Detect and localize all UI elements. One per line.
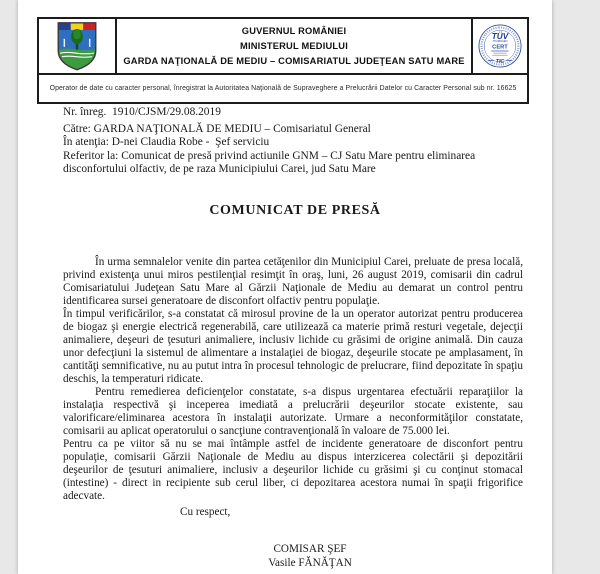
tuv-brand-text: TÜV bbox=[491, 31, 509, 41]
paragraph: În timpul verificărilor, s-a constatat că mirosul provine de la un operator autorizat pentru producerea de biogaz şi energie electrică regenerabilă, care utilizează ca materie primă resturi vegetale, dejecţii animaliere, deşeuri de ţesuturi animaliere, inclusiv lichide cu grăsimi de origine animală. Din cauza unor defecţiuni la sistemul de alimentare a instalaţiei de biogaz, deşeurile stocate pe amplasament, în cantităţi semnificative, nu au putut intra în procesul tehnologic de prelucrare, fiind depozitate în spaţiu deschis, la temperaturi ridicate. bbox=[63, 308, 523, 385]
header-table bbox=[37, 17, 529, 104]
signature-block bbox=[18, 543, 552, 570]
registration-number: Nr. înreg. 1910/CJSM/29.08.2019 bbox=[63, 106, 221, 118]
shield-icon bbox=[54, 21, 100, 71]
addressee-line: Către: GARDA NAŢIONALĂ DE MEDIU – Comisariatul General bbox=[63, 123, 371, 136]
attention-line: În atenţia: D-nei Claudia Robe - Şef serviciu bbox=[63, 136, 270, 149]
coat-of-arms-logo bbox=[39, 19, 117, 73]
tuv-cert-text: CERT bbox=[492, 44, 508, 51]
closing-salutation: Cu respect, bbox=[180, 506, 231, 518]
signer-role: COMISAR ŞEF bbox=[273, 543, 347, 555]
tuv-cert-seal bbox=[471, 19, 527, 73]
paragraph: Pentru ca pe viitor să nu se mai întâmple astfel de incidente generatoare de disconfort pentru populaţie, comisarii Gărzii Naţionale de Mediu au dispus interzicerea colectării şi depozitării deşeurilor de ţesuturi animaliere, inclusiv a deşeurilor lichide cu grăsimi şi cu conţinut stomacal (intestine) - direct in recipiente sub cerul liber, ci depozitarea acestora numai în spaţii frigorifice adecvate. bbox=[63, 438, 523, 502]
document-page bbox=[18, 0, 552, 574]
header-org-titles bbox=[117, 19, 471, 73]
paragraph: Pentru remedierea deficienţelor constatate, s-a dispus urgentarea efectuării reparaţiilor la instalaţia respectivă şi inceperea imediată a prelucrării deşeurilor stocate existente, sau valorificare/eliminarea acestora în instalaţii autorizate. Urmare a neconformităţilor constatate, comisarii au aplicat operatorului o sancţiune contravenţională în valoare de 75.000 lei. bbox=[63, 386, 523, 437]
press-release-body bbox=[63, 256, 523, 503]
org-line-guard: GARDA NAŢIONALĂ DE MEDIU – COMISARIATUL JUDEŢEAN SATU MARE bbox=[123, 56, 465, 66]
subject-line: Referitor la: Comunicat de presă privind actiunile GNM – CJ Satu Mare pentru eliminarea disconfortului olfactiv, de pe raza Municipiului Carei, jud Satu Mare bbox=[63, 149, 476, 175]
signer-name: Vasile FĂNĂŢAN bbox=[268, 556, 352, 569]
letter-meta bbox=[63, 106, 527, 176]
org-line-ministry: MINISTERUL MEDIULUI bbox=[240, 41, 348, 51]
paragraph: În urma semnalelor venite din partea cetăţenilor din Municipiul Carei, preluate de presa locală, privind existenţa unui miros pestilenţial resimţit în oraş, luni, 26 august 2019, comisarii din cadrul Comisariatului Judeţean Satu Mare al Gărzii Naţionale de Mediu au demarat un control pentru identificarea sursei generatoare de disconfort olfactiv pentru populaţie. bbox=[63, 256, 523, 307]
tuv-cert-icon bbox=[477, 21, 523, 71]
gdpr-operator-note: Operator de date cu caracter personal, înregistrat la Autoritatea Naţională de Supraveghere a Prelucrării Datelor cu Caracter Personal sub nr. 16625 bbox=[49, 85, 517, 92]
document-title: COMUNICAT DE PRESĂ bbox=[209, 203, 381, 218]
tuv-tic-text: TIC bbox=[495, 58, 505, 65]
header-row-logos bbox=[39, 19, 527, 75]
org-line-government: GUVERNUL ROMÂNIEI bbox=[241, 26, 347, 36]
tuv-region-text: THÜRINGEN bbox=[492, 39, 508, 43]
